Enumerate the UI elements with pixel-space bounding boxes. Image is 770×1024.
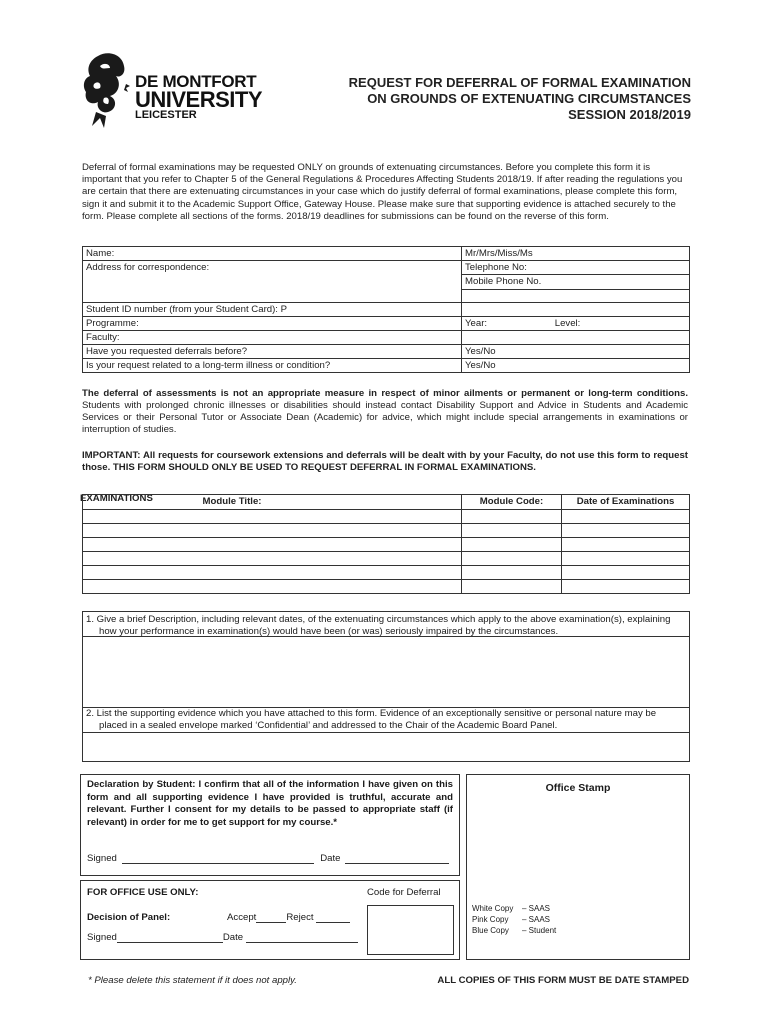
telephone-field[interactable]: Telephone No: <box>462 261 690 275</box>
notice-ailments-bold: The deferral of assessments is not an appropriate measure in respect of minor ailments or permanent or long-term conditions. <box>82 388 688 399</box>
module-title-cell[interactable] <box>83 510 462 524</box>
level-label: Level: <box>554 318 581 329</box>
module-title-cell[interactable] <box>83 566 462 580</box>
copy-row <box>472 914 556 925</box>
footer-notice: ALL COPIES OF THIS FORM MUST BE DATE STAMPED <box>437 975 689 986</box>
module-title-cell[interactable] <box>83 538 462 552</box>
deferrals-before-label: Have you requested deferrals before? <box>83 345 462 359</box>
office-signature-row <box>87 932 358 943</box>
module-code-cell[interactable] <box>462 552 562 566</box>
student-signature-row <box>87 853 449 864</box>
illness-answer[interactable]: Yes/No <box>462 359 690 373</box>
blank-cell <box>462 303 690 317</box>
notice-ailments-rest: Students with prolonged chronic illnesses or disabilities should instead contact Disability Support and Advice in Students and Academic Services or their Personal Tutor or Associate Dean (Academic) for advice, which might include special arrangements in examinations or interruption of studies. <box>82 400 688 435</box>
deferral-code-input[interactable] <box>367 905 454 955</box>
office-date-label: Date <box>222 932 244 943</box>
module-code-cell[interactable] <box>462 510 562 524</box>
module-title-cell[interactable] <box>83 552 462 566</box>
exam-date-cell[interactable] <box>562 580 690 594</box>
form-title <box>349 75 691 123</box>
student-details-table <box>82 246 690 373</box>
office-stamp-label: Office Stamp <box>545 782 611 794</box>
footnote: * Please delete this statement if it does not apply. <box>88 975 297 986</box>
examinations-label: EXAMINATIONS <box>80 493 153 504</box>
circumstances-prompt: 1. Give a brief Description, including relevant dates, of the extenuating circumstances which apply to the above examination(s), explaining how your performance in examination(s) would have been (or was) seriously impaired by the circumstances. <box>83 612 689 637</box>
declaration-box <box>80 774 460 876</box>
illness-label: Is your request related to a long-term illness or condition? <box>83 359 462 373</box>
office-signed-label: Signed <box>87 932 117 943</box>
copy-row <box>472 925 556 936</box>
title-line-3: SESSION 2018/2019 <box>568 107 691 122</box>
reject-label: Reject <box>286 912 314 923</box>
office-use-heading: FOR OFFICE USE ONLY: <box>87 887 199 898</box>
blank-cell <box>462 289 690 302</box>
declaration-text: Declaration by Student: I confirm that all of the information I have given on this form and all supporting evidence I have provided is truthful, accurate and relevant. Further I consent for my details to be passed to appropriate staff (if relevant) in order for me to get support for my course.* <box>87 779 453 828</box>
office-signature-line[interactable] <box>117 942 223 943</box>
evidence-section[interactable] <box>82 706 690 762</box>
evidence-prompt: 2. List the supporting evidence which you have attached to this form. Evidence of an exceptionally sensitive or personal nature may be placed in a sealed envelope marked ‘Confidential’ and addressed to the Chair of the Academic Board Panel. <box>83 706 689 733</box>
copy-name: Pink Copy <box>472 915 509 924</box>
university-name-line2: UNIVERSITY <box>135 87 263 112</box>
notice-ailments <box>82 388 688 436</box>
signed-label: Signed <box>87 853 117 864</box>
examinations-table <box>82 494 690 594</box>
module-title-header <box>83 495 462 510</box>
exam-date-header: Date of Examinations <box>562 495 690 510</box>
blank-cell <box>462 331 690 345</box>
student-id-field[interactable]: Student ID number (from your Student Card): P <box>83 303 462 317</box>
circumstances-section[interactable] <box>82 611 690 708</box>
reject-line[interactable] <box>316 922 350 923</box>
title-field[interactable]: Mr/Mrs/Miss/Ms <box>462 247 690 261</box>
university-city: LEICESTER <box>135 109 197 121</box>
copy-name: White Copy <box>472 904 514 913</box>
name-field[interactable]: Name: <box>83 247 462 261</box>
exam-date-cell[interactable] <box>562 510 690 524</box>
decision-label: Decision of Panel: <box>87 912 171 923</box>
exam-date-cell[interactable] <box>562 538 690 552</box>
office-stamp-box <box>466 774 690 960</box>
student-signature-line[interactable] <box>122 863 314 864</box>
accept-line[interactable] <box>256 922 286 923</box>
programme-field[interactable]: Programme: <box>83 317 462 331</box>
exam-date-cell[interactable] <box>562 566 690 580</box>
deferral-code-label: Code for Deferral <box>367 887 441 898</box>
copy-dest: – Student <box>522 926 557 935</box>
student-date-line[interactable] <box>345 863 449 864</box>
title-line-2: ON GROUNDS OF EXTENUATING CIRCUMSTANCES <box>367 91 691 106</box>
module-code-cell[interactable] <box>462 580 562 594</box>
module-code-header: Module Code: <box>462 495 562 510</box>
copy-dest: – SAAS <box>522 915 551 924</box>
exam-date-cell[interactable] <box>562 524 690 538</box>
mobile-field[interactable]: Mobile Phone No. <box>462 275 690 289</box>
copy-name: Blue Copy <box>472 926 509 935</box>
university-name-line1: DE MONTFORT <box>135 72 257 91</box>
office-use-box <box>80 880 460 960</box>
module-code-cell[interactable] <box>462 524 562 538</box>
module-code-cell[interactable] <box>462 566 562 580</box>
copy-distribution <box>472 903 556 936</box>
module-code-cell[interactable] <box>462 538 562 552</box>
decision-row <box>227 912 350 923</box>
exam-date-cell[interactable] <box>562 552 690 566</box>
copy-row <box>472 903 556 914</box>
university-logo <box>78 50 278 130</box>
intro-paragraph: Deferral of formal examinations may be requested ONLY on grounds of extenuating circumstances. Before you complete this form it is important that you refer to Chapter 5 of the General Regulations & Procedures Affecting Students 2018/19. If after reading the regulations you are certain that there are extenuating circumstances in your case which do justify deferral of formal examinations, please complete this form, sign it and submit it to the Academic Support Office, Gateway House. Please make sure that supporting evidence is attached securely to the form. Please complete all sections of the forms. 2018/19 deadlines for submissions can be found on the reverse of this form. <box>82 162 683 222</box>
year-level-field[interactable] <box>462 317 690 331</box>
faculty-field[interactable]: Faculty: <box>83 331 462 345</box>
office-date-line[interactable] <box>246 942 358 943</box>
module-title-header-text: Module Title: <box>202 496 262 507</box>
module-title-cell[interactable] <box>83 580 462 594</box>
address-field[interactable]: Address for correspondence: <box>83 261 462 303</box>
notice-important: IMPORTANT: All requests for coursework extensions and deferrals will be dealt with by your Faculty, do not use this form to request those. THIS FORM SHOULD ONLY BE USED TO REQUEST DEFERRAL IN FORMAL EXAMINATIONS. <box>82 450 688 473</box>
date-label: Date <box>320 853 341 864</box>
copy-dest: – SAAS <box>522 904 551 913</box>
wyvern-emblem-icon <box>78 50 136 130</box>
deferrals-before-answer[interactable]: Yes/No <box>462 345 690 359</box>
module-title-cell[interactable] <box>83 524 462 538</box>
title-line-1: REQUEST FOR DEFERRAL OF FORMAL EXAMINATION <box>348 75 691 90</box>
accept-label: Accept <box>227 912 257 923</box>
year-label: Year: <box>465 318 488 329</box>
